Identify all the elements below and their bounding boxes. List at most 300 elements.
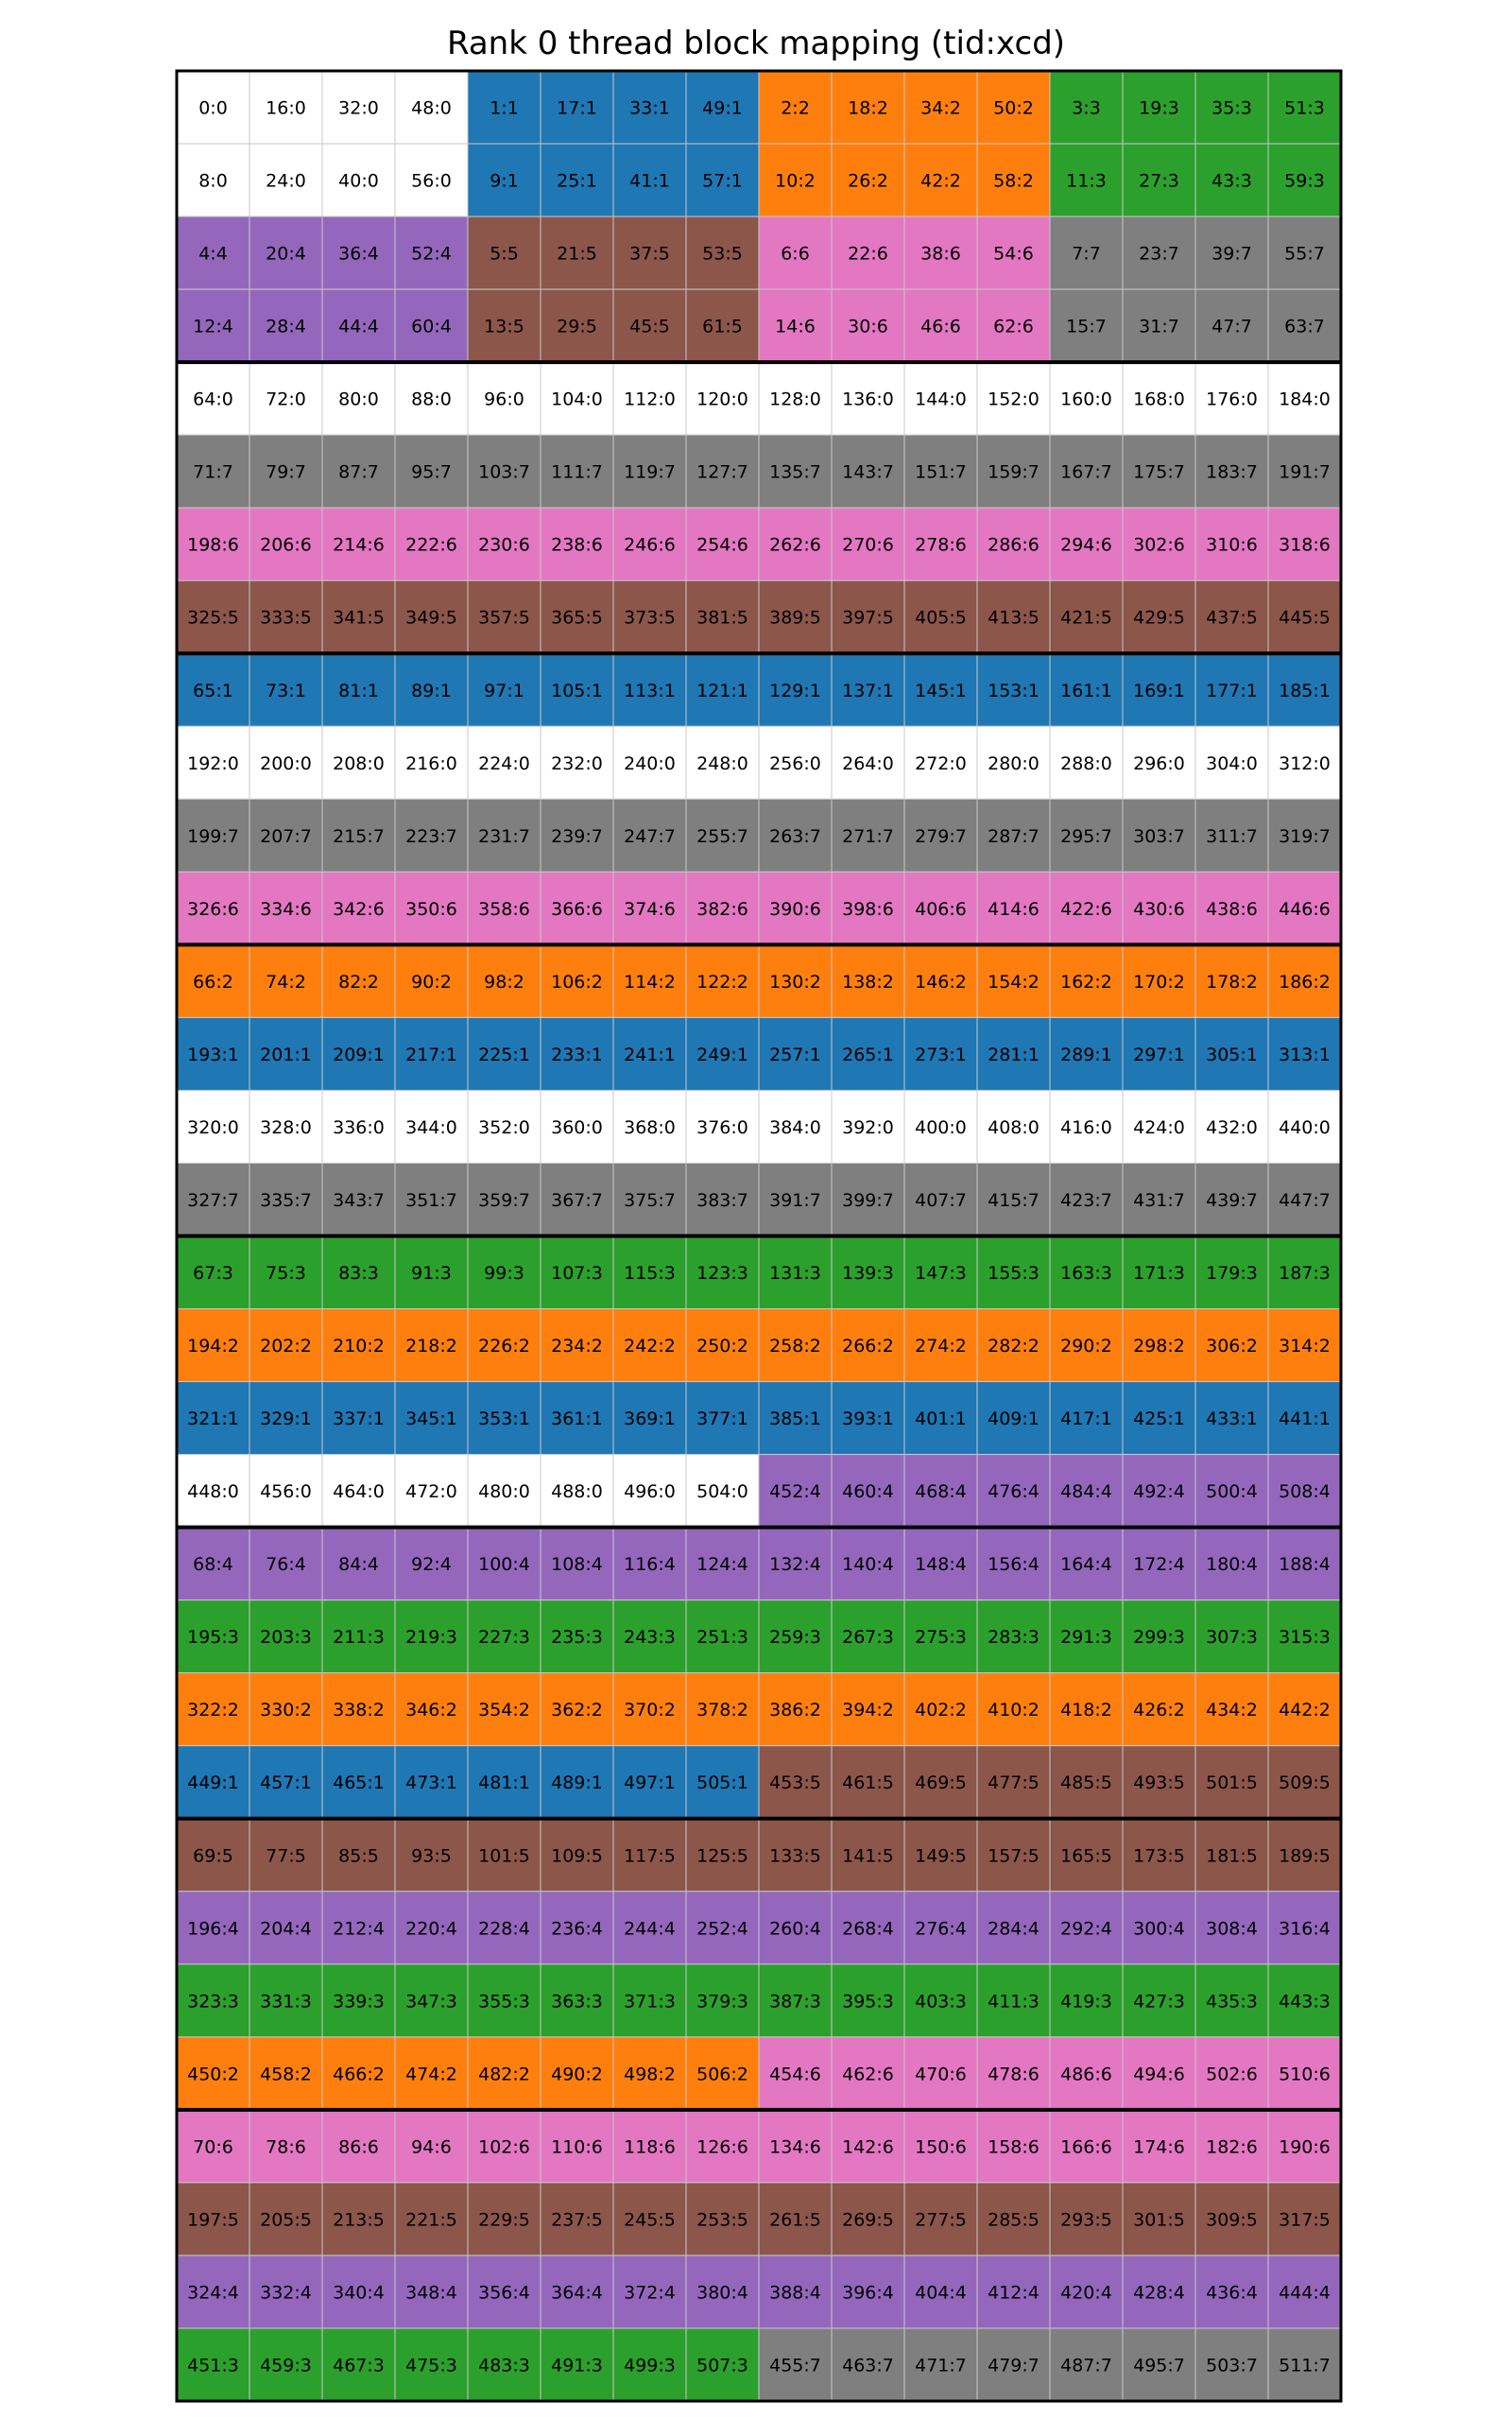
cell-label-r7-c8: 389:5: [769, 607, 821, 629]
cell-label-r30-c8: 388:4: [769, 2282, 821, 2304]
cell-label-r0-c10: 34:2: [920, 97, 961, 119]
cell-label-r26-c7: 379:3: [696, 1991, 748, 2013]
cell-label-r7-c4: 357:5: [478, 607, 530, 629]
cell-label-r3-c5: 29:5: [557, 316, 597, 337]
cell-label-r24-c9: 141:5: [842, 1845, 894, 1867]
cell-label-r30-c10: 404:4: [915, 2282, 967, 2304]
cell-label-r13-c3: 217:1: [405, 1044, 457, 1065]
cell-label-r18-c9: 393:1: [842, 1409, 894, 1430]
cell-label-r19-c13: 492:4: [1133, 1481, 1185, 1503]
cell-label-r25-c6: 244:4: [624, 1918, 676, 1940]
cell-label-r23-c9: 461:5: [842, 1772, 894, 1794]
cell-label-r8-c12: 161:1: [1060, 680, 1112, 701]
cell-label-r0-c7: 49:1: [702, 97, 743, 119]
cell-label-r18-c3: 345:1: [405, 1409, 457, 1430]
cell-label-r12-c8: 130:2: [769, 971, 821, 993]
cell-label-r0-c8: 2:2: [781, 97, 810, 119]
cell-label-r3-c14: 47:7: [1211, 316, 1252, 337]
cell-label-r25-c12: 292:4: [1060, 1918, 1112, 1940]
cell-label-r11-c13: 430:6: [1133, 898, 1185, 920]
cell-label-r2-c13: 23:7: [1139, 243, 1179, 265]
cell-label-r13-c0: 193:1: [187, 1044, 239, 1065]
cell-label-r8-c9: 137:1: [842, 680, 894, 701]
cell-label-r22-c1: 330:2: [260, 1700, 312, 1721]
cell-label-r24-c4: 101:5: [478, 1845, 530, 1867]
cell-label-r16-c12: 163:3: [1060, 1263, 1112, 1285]
cell-label-r3-c13: 31:7: [1139, 316, 1179, 337]
cell-label-r18-c5: 361:1: [551, 1409, 603, 1430]
cell-label-r24-c10: 149:5: [915, 1845, 967, 1867]
cell-label-r31-c8: 455:7: [769, 2355, 821, 2377]
cell-label-r6-c4: 230:6: [478, 534, 530, 556]
cell-label-r30-c3: 348:4: [405, 2282, 457, 2304]
cell-label-r4-c8: 128:0: [769, 389, 821, 410]
cell-label-r6-c11: 286:6: [988, 534, 1040, 556]
cell-label-r4-c13: 168:0: [1133, 389, 1185, 410]
cell-label-r1-c15: 59:3: [1284, 170, 1325, 192]
cell-label-r13-c1: 201:1: [260, 1044, 312, 1065]
cell-label-r6-c13: 302:6: [1133, 534, 1185, 556]
cell-label-r0-c2: 32:0: [338, 97, 379, 119]
cell-label-r13-c14: 305:1: [1206, 1044, 1258, 1065]
cell-label-r30-c7: 380:4: [696, 2282, 748, 2304]
cell-label-r17-c9: 266:2: [842, 1336, 894, 1357]
cell-label-r31-c3: 475:3: [405, 2355, 457, 2377]
cell-label-r23-c5: 489:1: [551, 1772, 603, 1794]
cell-label-r12-c10: 146:2: [915, 971, 967, 993]
cell-label-r12-c1: 74:2: [266, 971, 306, 993]
cell-label-r0-c4: 1:1: [490, 97, 519, 119]
cell-label-r27-c9: 462:6: [842, 2064, 894, 2085]
cell-label-r4-c12: 160:0: [1060, 389, 1112, 410]
cell-label-r18-c4: 353:1: [478, 1409, 530, 1430]
cell-label-r16-c6: 115:3: [624, 1263, 676, 1285]
cell-label-r30-c12: 420:4: [1060, 2282, 1112, 2304]
cell-label-r2-c9: 22:6: [848, 243, 888, 265]
cell-label-r15-c4: 359:7: [478, 1189, 530, 1211]
cell-label-r17-c3: 218:2: [405, 1336, 457, 1357]
cell-label-r24-c15: 189:5: [1279, 1845, 1331, 1867]
cell-label-r27-c13: 494:6: [1133, 2064, 1185, 2085]
cell-label-r16-c15: 187:3: [1279, 1263, 1331, 1285]
cell-label-r22-c12: 418:2: [1060, 1700, 1112, 1721]
cell-label-r30-c6: 372:4: [624, 2282, 676, 2304]
cell-label-r7-c14: 437:5: [1206, 607, 1258, 629]
cell-label-r9-c3: 216:0: [405, 752, 457, 774]
cell-label-r17-c15: 314:2: [1279, 1336, 1331, 1357]
cell-label-r19-c10: 468:4: [915, 1481, 967, 1503]
cell-label-r27-c15: 510:6: [1279, 2064, 1331, 2085]
cell-label-r31-c5: 491:3: [551, 2355, 603, 2377]
cell-label-r12-c14: 178:2: [1206, 971, 1258, 993]
cell-label-r23-c11: 477:5: [988, 1772, 1040, 1794]
cell-label-r15-c6: 375:7: [624, 1189, 676, 1211]
cell-label-r24-c13: 173:5: [1133, 1845, 1185, 1867]
cell-label-r22-c13: 426:2: [1133, 1700, 1185, 1721]
cell-label-r10-c12: 295:7: [1060, 825, 1112, 847]
cell-label-r26-c14: 435:3: [1206, 1991, 1258, 2013]
cell-label-r12-c6: 114:2: [624, 971, 676, 993]
cell-label-r24-c6: 117:5: [624, 1845, 676, 1867]
cell-label-r1-c12: 11:3: [1066, 170, 1107, 192]
cell-label-r9-c10: 272:0: [915, 752, 967, 774]
cell-label-r16-c14: 179:3: [1206, 1263, 1258, 1285]
cell-label-r29-c7: 253:5: [696, 2209, 748, 2231]
cell-label-r25-c11: 284:4: [988, 1918, 1040, 1940]
cell-label-r24-c12: 165:5: [1060, 1845, 1112, 1867]
cell-label-r19-c9: 460:4: [842, 1481, 894, 1503]
cell-label-r7-c3: 349:5: [405, 607, 457, 629]
cell-label-r25-c5: 236:4: [551, 1918, 603, 1940]
cell-label-r29-c14: 309:5: [1206, 2209, 1258, 2231]
cell-label-r1-c5: 25:1: [557, 170, 597, 192]
cell-label-r27-c2: 466:2: [333, 2064, 385, 2085]
cell-label-r4-c3: 88:0: [411, 389, 452, 410]
cell-label-r8-c8: 129:1: [769, 680, 821, 701]
cell-label-r14-c7: 376:0: [696, 1116, 748, 1138]
cell-label-r18-c12: 417:1: [1060, 1409, 1112, 1430]
cell-label-r23-c2: 465:1: [333, 1772, 385, 1794]
cell-label-r31-c14: 503:7: [1206, 2355, 1258, 2377]
cell-label-r21-c3: 219:3: [405, 1627, 457, 1649]
cell-label-r5-c14: 183:7: [1206, 461, 1258, 483]
cell-label-r21-c8: 259:3: [769, 1627, 821, 1649]
cell-label-r30-c0: 324:4: [187, 2282, 239, 2304]
cell-label-r29-c10: 277:5: [915, 2209, 967, 2231]
cell-label-r19-c1: 456:0: [260, 1481, 312, 1503]
cell-label-r29-c2: 213:5: [333, 2209, 385, 2231]
cell-label-r10-c6: 247:7: [624, 825, 676, 847]
cell-label-r21-c13: 299:3: [1133, 1627, 1185, 1649]
cell-label-r13-c13: 297:1: [1133, 1044, 1185, 1065]
cell-label-r17-c11: 282:2: [988, 1336, 1040, 1357]
cell-label-r26-c6: 371:3: [624, 1991, 676, 2013]
cell-label-r22-c5: 362:2: [551, 1700, 603, 1721]
cell-label-r24-c1: 77:5: [266, 1845, 306, 1867]
cell-label-r6-c9: 270:6: [842, 534, 894, 556]
cell-label-r28-c8: 134:6: [769, 2136, 821, 2158]
cell-label-r2-c7: 53:5: [702, 243, 743, 265]
cell-label-r30-c4: 356:4: [478, 2282, 530, 2304]
cell-label-r31-c10: 471:7: [915, 2355, 967, 2377]
cell-label-r17-c1: 202:2: [260, 1336, 312, 1357]
cell-label-r29-c15: 317:5: [1279, 2209, 1331, 2231]
cell-label-r10-c7: 255:7: [696, 825, 748, 847]
cell-label-r7-c0: 325:5: [187, 607, 239, 629]
cell-label-r26-c11: 411:3: [988, 1991, 1040, 2013]
cell-label-r6-c15: 318:6: [1279, 534, 1331, 556]
cell-label-r24-c11: 157:5: [988, 1845, 1040, 1867]
cell-label-r27-c14: 502:6: [1206, 2064, 1258, 2085]
cell-label-r14-c6: 368:0: [624, 1116, 676, 1138]
cell-label-r13-c8: 257:1: [769, 1044, 821, 1065]
cell-label-r17-c13: 298:2: [1133, 1336, 1185, 1357]
cell-label-r29-c5: 237:5: [551, 2209, 603, 2231]
cell-label-r8-c13: 169:1: [1133, 680, 1185, 701]
cell-label-r30-c2: 340:4: [333, 2282, 385, 2304]
cell-label-r17-c5: 234:2: [551, 1336, 603, 1357]
cell-label-r1-c8: 10:2: [775, 170, 816, 192]
cell-label-r20-c14: 180:4: [1206, 1554, 1258, 1576]
cell-label-r10-c3: 223:7: [405, 825, 457, 847]
cell-label-r14-c15: 440:0: [1279, 1116, 1331, 1138]
cell-label-r24-c8: 133:5: [769, 1845, 821, 1867]
cell-label-r21-c12: 291:3: [1060, 1627, 1112, 1649]
cell-label-r9-c6: 240:0: [624, 752, 676, 774]
cell-label-r17-c4: 226:2: [478, 1336, 530, 1357]
cell-label-r0-c0: 0:0: [198, 97, 228, 119]
cell-label-r15-c5: 367:7: [551, 1189, 603, 1211]
cell-label-r13-c4: 225:1: [478, 1044, 530, 1065]
cell-label-r10-c8: 263:7: [769, 825, 821, 847]
cell-label-r5-c7: 127:7: [696, 461, 748, 483]
cell-label-r13-c6: 241:1: [624, 1044, 676, 1065]
cell-label-r19-c2: 464:0: [333, 1481, 385, 1503]
cell-label-r11-c5: 366:6: [551, 898, 603, 920]
cell-label-r29-c1: 205:5: [260, 2209, 312, 2231]
cell-label-r0-c3: 48:0: [411, 97, 452, 119]
cell-label-r8-c3: 89:1: [411, 680, 452, 701]
cell-label-r16-c4: 99:3: [484, 1263, 524, 1285]
cell-label-r2-c6: 37:5: [629, 243, 670, 265]
cell-label-r6-c2: 214:6: [333, 534, 385, 556]
cell-label-r25-c8: 260:4: [769, 1918, 821, 1940]
cell-label-r13-c10: 273:1: [915, 1044, 967, 1065]
cell-label-r3-c3: 60:4: [411, 316, 452, 337]
cell-label-r2-c14: 39:7: [1211, 243, 1252, 265]
cell-label-r21-c11: 283:3: [988, 1627, 1040, 1649]
cell-label-r4-c5: 104:0: [551, 389, 603, 410]
cell-label-r22-c4: 354:2: [478, 1700, 530, 1721]
cell-label-r14-c13: 424:0: [1133, 1116, 1185, 1138]
cell-label-r29-c13: 301:5: [1133, 2209, 1185, 2231]
cell-label-r11-c2: 342:6: [333, 898, 385, 920]
cell-label-r6-c12: 294:6: [1060, 534, 1112, 556]
cell-label-r15-c13: 431:7: [1133, 1189, 1185, 1211]
cell-label-r15-c9: 399:7: [842, 1189, 894, 1211]
cell-label-r12-c12: 162:2: [1060, 971, 1112, 993]
cell-label-r17-c8: 258:2: [769, 1336, 821, 1357]
cell-label-r25-c4: 228:4: [478, 1918, 530, 1940]
cell-label-r20-c4: 100:4: [478, 1554, 530, 1576]
cell-label-r22-c2: 338:2: [333, 1700, 385, 1721]
cell-label-r21-c1: 203:3: [260, 1627, 312, 1649]
cell-label-r8-c14: 177:1: [1206, 680, 1258, 701]
cell-label-r1-c4: 9:1: [490, 170, 519, 192]
cell-label-r17-c6: 242:2: [624, 1336, 676, 1357]
cell-label-r20-c0: 68:4: [193, 1554, 233, 1576]
cell-label-r11-c7: 382:6: [696, 898, 748, 920]
cell-label-r10-c13: 303:7: [1133, 825, 1185, 847]
cell-label-r7-c10: 405:5: [915, 607, 967, 629]
cell-label-r22-c14: 434:2: [1206, 1700, 1258, 1721]
cell-label-r0-c1: 16:0: [266, 97, 306, 119]
cell-label-r7-c6: 373:5: [624, 607, 676, 629]
cell-label-r1-c3: 56:0: [411, 170, 452, 192]
cell-label-r11-c4: 358:6: [478, 898, 530, 920]
cell-label-r19-c6: 496:0: [624, 1481, 676, 1503]
cell-label-r28-c14: 182:6: [1206, 2136, 1258, 2158]
cell-label-r18-c2: 337:1: [333, 1409, 385, 1430]
cell-label-r0-c15: 51:3: [1284, 97, 1325, 119]
cell-label-r10-c0: 199:7: [187, 825, 239, 847]
cell-label-r5-c0: 71:7: [193, 461, 233, 483]
cell-label-r14-c14: 432:0: [1206, 1116, 1258, 1138]
cell-label-r23-c6: 497:1: [624, 1772, 676, 1794]
cell-label-r0-c11: 50:2: [993, 97, 1034, 119]
cell-label-r8-c2: 81:1: [338, 680, 379, 701]
cell-label-r17-c0: 194:2: [187, 1336, 239, 1357]
cell-label-r6-c0: 198:6: [187, 534, 239, 556]
cell-label-r31-c1: 459:3: [260, 2355, 312, 2377]
cell-label-r23-c15: 509:5: [1279, 1772, 1331, 1794]
cell-label-r10-c4: 231:7: [478, 825, 530, 847]
cell-label-r4-c0: 64:0: [193, 389, 233, 410]
cell-label-r1-c9: 26:2: [848, 170, 888, 192]
cell-label-r17-c10: 274:2: [915, 1336, 967, 1357]
cell-label-r20-c8: 132:4: [769, 1554, 821, 1576]
cell-label-r2-c4: 5:5: [490, 243, 519, 265]
cell-label-r8-c4: 97:1: [484, 680, 524, 701]
cell-label-r2-c11: 54:6: [993, 243, 1034, 265]
cell-label-r25-c9: 268:4: [842, 1918, 894, 1940]
cell-label-r10-c15: 319:7: [1279, 825, 1331, 847]
cell-label-r1-c6: 41:1: [629, 170, 670, 192]
cell-label-r6-c14: 310:6: [1206, 534, 1258, 556]
cell-label-r22-c11: 410:2: [988, 1700, 1040, 1721]
cell-label-r21-c15: 315:3: [1279, 1627, 1331, 1649]
cell-label-r27-c1: 458:2: [260, 2064, 312, 2085]
cell-label-r7-c1: 333:5: [260, 607, 312, 629]
cell-label-r20-c12: 164:4: [1060, 1554, 1112, 1576]
cell-label-r15-c3: 351:7: [405, 1189, 457, 1211]
cell-label-r28-c6: 118:6: [624, 2136, 676, 2158]
cell-label-r20-c3: 92:4: [411, 1554, 452, 1576]
cell-label-r23-c13: 493:5: [1133, 1772, 1185, 1794]
cell-label-r25-c1: 204:4: [260, 1918, 312, 1940]
cell-label-r22-c6: 370:2: [624, 1700, 676, 1721]
cell-label-r29-c12: 293:5: [1060, 2209, 1112, 2231]
cell-label-r2-c3: 52:4: [411, 243, 452, 265]
cell-label-r26-c10: 403:3: [915, 1991, 967, 2013]
cell-label-r23-c14: 501:5: [1206, 1772, 1258, 1794]
cell-label-r0-c5: 17:1: [557, 97, 597, 119]
cell-label-r30-c13: 428:4: [1133, 2282, 1185, 2304]
cell-label-r20-c11: 156:4: [988, 1554, 1040, 1576]
cell-label-r6-c5: 238:6: [551, 534, 603, 556]
cell-label-r15-c2: 343:7: [333, 1189, 385, 1211]
cell-label-r25-c3: 220:4: [405, 1918, 457, 1940]
cell-label-r19-c12: 484:4: [1060, 1481, 1112, 1503]
cell-label-r5-c2: 87:7: [338, 461, 379, 483]
cell-label-r16-c9: 139:3: [842, 1263, 894, 1285]
cell-label-r9-c4: 224:0: [478, 752, 530, 774]
cell-label-r31-c7: 507:3: [696, 2355, 748, 2377]
cell-label-r9-c2: 208:0: [333, 752, 385, 774]
cell-label-r23-c1: 457:1: [260, 1772, 312, 1794]
cell-label-r26-c0: 323:3: [187, 1991, 239, 2013]
cell-label-r19-c3: 472:0: [405, 1481, 457, 1503]
cell-label-r21-c10: 275:3: [915, 1627, 967, 1649]
cell-label-r8-c5: 105:1: [551, 680, 603, 701]
cell-label-r15-c1: 335:7: [260, 1189, 312, 1211]
cell-label-r20-c15: 188:4: [1279, 1554, 1331, 1576]
cell-label-r3-c15: 63:7: [1284, 316, 1325, 337]
cell-label-r27-c6: 498:2: [624, 2064, 676, 2085]
cell-label-r4-c14: 176:0: [1206, 389, 1258, 410]
cell-label-r7-c11: 413:5: [988, 607, 1040, 629]
cell-label-r18-c13: 425:1: [1133, 1409, 1185, 1430]
cell-label-r20-c13: 172:4: [1133, 1554, 1185, 1576]
cell-label-r17-c2: 210:2: [333, 1336, 385, 1357]
cell-label-r1-c7: 57:1: [702, 170, 743, 192]
cell-label-r3-c4: 13:5: [484, 316, 524, 337]
cell-label-r13-c7: 249:1: [696, 1044, 748, 1065]
cell-label-r17-c14: 306:2: [1206, 1336, 1258, 1357]
cell-label-r15-c11: 415:7: [988, 1189, 1040, 1211]
cell-label-r28-c9: 142:6: [842, 2136, 894, 2158]
cell-label-r28-c12: 166:6: [1060, 2136, 1112, 2158]
cell-label-r11-c0: 326:6: [187, 898, 239, 920]
cell-label-r26-c13: 427:3: [1133, 1991, 1185, 2013]
cell-label-r14-c4: 352:0: [478, 1116, 530, 1138]
cell-label-r19-c15: 508:4: [1279, 1481, 1331, 1503]
cell-label-r8-c15: 185:1: [1279, 680, 1331, 701]
cell-label-r2-c12: 7:7: [1072, 243, 1101, 265]
cell-label-r21-c0: 195:3: [187, 1627, 239, 1649]
cell-label-r9-c11: 280:0: [988, 752, 1040, 774]
cell-label-r23-c12: 485:5: [1060, 1772, 1112, 1794]
cell-label-r11-c8: 390:6: [769, 898, 821, 920]
cell-label-r8-c6: 113:1: [624, 680, 676, 701]
cell-label-r27-c0: 450:2: [187, 2064, 239, 2085]
cell-label-r19-c5: 488:0: [551, 1481, 603, 1503]
cell-label-r31-c0: 451:3: [187, 2355, 239, 2377]
cell-label-r0-c14: 35:3: [1211, 97, 1252, 119]
cell-label-r13-c9: 265:1: [842, 1044, 894, 1065]
cell-label-r21-c6: 243:3: [624, 1627, 676, 1649]
cell-label-r0-c9: 18:2: [848, 97, 888, 119]
cell-label-r7-c13: 429:5: [1133, 607, 1185, 629]
cell-label-r5-c4: 103:7: [478, 461, 530, 483]
cell-label-r25-c7: 252:4: [696, 1918, 748, 1940]
cell-label-r15-c8: 391:7: [769, 1189, 821, 1211]
cell-label-r19-c8: 452:4: [769, 1481, 821, 1503]
cell-label-r12-c13: 170:2: [1133, 971, 1185, 993]
cell-label-r18-c14: 433:1: [1206, 1409, 1258, 1430]
cell-label-r6-c3: 222:6: [405, 534, 457, 556]
chart-title: Rank 0 thread block mapping (tid:xcd): [446, 25, 1066, 62]
cell-label-r2-c8: 6:6: [781, 243, 810, 265]
cell-label-r6-c6: 246:6: [624, 534, 676, 556]
cell-label-r2-c1: 20:4: [266, 243, 306, 265]
cell-label-r18-c15: 441:1: [1279, 1409, 1331, 1430]
cell-label-r16-c8: 131:3: [769, 1263, 821, 1285]
cell-label-r9-c12: 288:0: [1060, 752, 1112, 774]
cell-label-r3-c6: 45:5: [629, 316, 670, 337]
cell-label-r15-c15: 447:7: [1279, 1189, 1331, 1211]
cell-label-r26-c3: 347:3: [405, 1991, 457, 2013]
cell-label-r21-c7: 251:3: [696, 1627, 748, 1649]
cell-label-r26-c5: 363:3: [551, 1991, 603, 2013]
cell-label-r14-c10: 400:0: [915, 1116, 967, 1138]
cell-label-r14-c1: 328:0: [260, 1116, 312, 1138]
cell-label-r26-c9: 395:3: [842, 1991, 894, 2013]
cell-label-r10-c11: 287:7: [988, 825, 1040, 847]
cell-label-r9-c8: 256:0: [769, 752, 821, 774]
cell-label-r18-c10: 401:1: [915, 1409, 967, 1430]
cell-label-r12-c9: 138:2: [842, 971, 894, 993]
